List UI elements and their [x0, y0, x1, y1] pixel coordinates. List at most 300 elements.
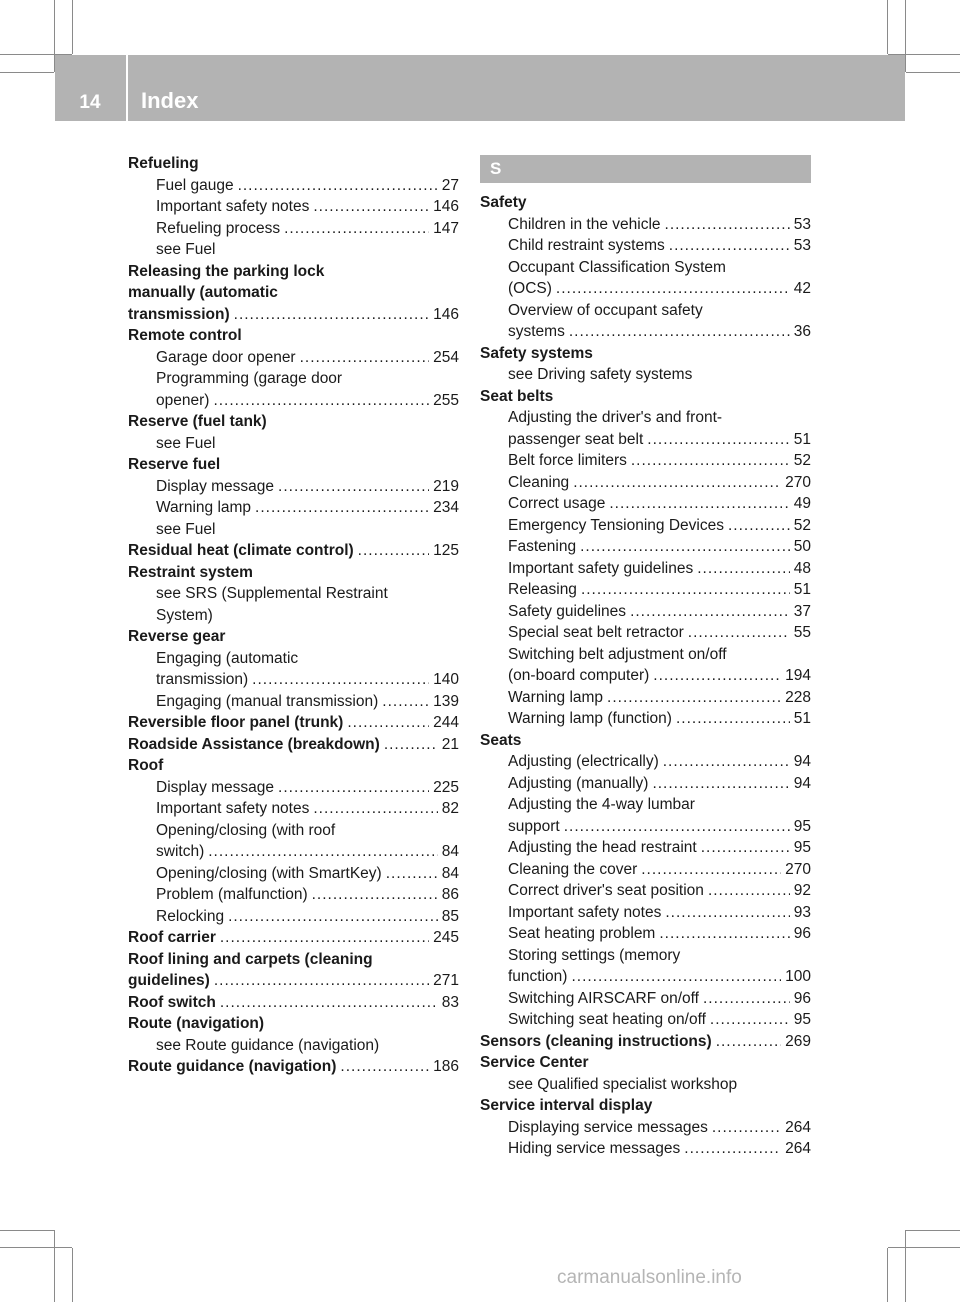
- dot-leader: [220, 927, 429, 949]
- dot-leader: [708, 880, 790, 902]
- index-subentry: [128, 863, 459, 885]
- index-subentry: [128, 476, 459, 498]
- index-entry-heading: [480, 730, 811, 752]
- entry-text: see Fuel: [156, 434, 216, 452]
- page-reference: 86: [441, 886, 459, 903]
- dot-leader: [313, 798, 437, 820]
- index-subentry: [480, 622, 811, 644]
- page-reference: 82: [441, 800, 459, 817]
- dot-leader: [564, 816, 790, 838]
- index-subentry: [128, 841, 459, 863]
- entry-text: Belt force limiters: [508, 452, 627, 469]
- entry-text: Important safety notes: [508, 903, 662, 921]
- index-subentry: [480, 278, 811, 300]
- dot-leader: [676, 708, 790, 730]
- entry-text: Adjusting the head restraint: [508, 839, 697, 856]
- page-reference: 146: [433, 198, 459, 215]
- index-subentry: [128, 691, 459, 713]
- dot-leader: [220, 992, 438, 1014]
- index-subentry: [480, 644, 811, 666]
- dot-leader: [234, 304, 429, 326]
- entry-text: Route guidance (navigation): [128, 1058, 337, 1075]
- index-subentry: [480, 794, 811, 816]
- index-entry-heading: [128, 970, 459, 992]
- crop-mark: [72, 1248, 73, 1302]
- dot-leader: [284, 218, 429, 240]
- index-entry-heading: [128, 540, 459, 562]
- index-entry-heading: [128, 411, 459, 433]
- dot-leader: [712, 1117, 781, 1139]
- page-reference: 51: [793, 430, 811, 448]
- index-subentry: [480, 751, 811, 773]
- page-reference: 55: [793, 624, 811, 641]
- page-reference: 36: [793, 323, 811, 340]
- crop-mark: [906, 1230, 960, 1231]
- index-subentry: [480, 235, 811, 257]
- dot-leader: [609, 493, 789, 515]
- entry-text: Displaying service messages: [508, 1118, 708, 1136]
- entry-text: Programming (garage door: [156, 370, 343, 387]
- entry-text: passenger seat belt: [508, 430, 644, 448]
- entry-text: guidelines): [128, 972, 210, 989]
- entry-text: see Fuel: [156, 520, 216, 538]
- entry-text: Cleaning the cover: [508, 860, 638, 878]
- page-reference: 219: [433, 477, 459, 495]
- entry-text: Display message: [156, 778, 275, 796]
- index-subentry: [480, 687, 811, 709]
- dot-leader: [641, 859, 781, 881]
- entry-text: Reversible floor panel (trunk): [128, 714, 344, 731]
- page-reference: 96: [793, 989, 811, 1007]
- entry-text: Roof switch: [128, 993, 216, 1011]
- entry-text: Roof lining and carpets (cleaning: [128, 950, 373, 968]
- page-reference: 244: [433, 714, 459, 731]
- dot-leader: [630, 601, 790, 623]
- index-entry-heading: [128, 949, 459, 971]
- entry-text: Hiding service messages: [508, 1140, 681, 1157]
- index-entry-heading: [128, 282, 459, 304]
- page-reference: 269: [785, 1032, 811, 1050]
- section-letter-header: S: [480, 155, 811, 183]
- entry-text: Roadside Assistance (breakdown): [128, 735, 380, 753]
- crop-mark: [72, 0, 73, 54]
- entry-text: support: [508, 817, 560, 835]
- page-reference: 85: [441, 907, 459, 925]
- index-subentry: [480, 923, 811, 945]
- entry-text: see Route guidance (navigation): [156, 1036, 380, 1054]
- entry-text: Child restraint systems: [508, 237, 665, 254]
- index-subentry: [480, 472, 811, 494]
- page-title: Index: [141, 88, 199, 113]
- page-reference: 234: [433, 499, 459, 516]
- index-entry-heading: [128, 755, 459, 777]
- index-entry-heading: [128, 153, 459, 175]
- entry-text: Refueling: [128, 155, 199, 172]
- page-reference: 83: [441, 993, 459, 1011]
- index-subentry: [480, 407, 811, 429]
- page-reference: 255: [433, 391, 459, 409]
- page-reference: 147: [433, 219, 459, 237]
- index-entry-heading: [480, 386, 811, 408]
- dot-leader: [255, 497, 429, 519]
- page-number: 14: [79, 92, 101, 113]
- entry-text: Emergency Tensioning Devices: [508, 516, 724, 534]
- index-subentry: [480, 816, 811, 838]
- crop-mark: [905, 0, 906, 72]
- index-subentry: [480, 1009, 811, 1031]
- dot-leader: [213, 390, 429, 412]
- dot-leader: [647, 429, 789, 451]
- entry-text: Service interval display: [480, 1097, 653, 1114]
- dot-leader: [703, 988, 790, 1010]
- index-subentry: [128, 583, 459, 605]
- entry-text: see Fuel: [156, 241, 216, 258]
- dot-leader: [312, 884, 438, 906]
- page-reference: 100: [785, 968, 811, 985]
- entry-text: Important safety notes: [156, 198, 310, 215]
- index-subentry: [128, 368, 459, 390]
- index-subentry: [480, 450, 811, 472]
- index-entry-heading: [480, 343, 811, 365]
- dot-leader: [580, 536, 790, 558]
- page-reference: 140: [433, 671, 459, 688]
- dot-leader: [214, 970, 429, 992]
- index-entry-heading: [128, 261, 459, 283]
- crop-mark: [905, 1230, 906, 1302]
- index-entry-heading: [128, 1013, 459, 1035]
- index-subentry: [128, 196, 459, 218]
- entry-text: see Qualified specialist workshop: [508, 1075, 738, 1093]
- entry-text: Opening/closing (with roof: [156, 821, 336, 839]
- entry-text: Fuel gauge: [156, 176, 234, 194]
- dot-leader: [386, 863, 438, 885]
- page-reference: 94: [793, 753, 811, 770]
- dot-leader: [665, 214, 790, 236]
- page-reference: 194: [785, 667, 811, 684]
- entry-text: Important safety notes: [156, 800, 310, 817]
- dot-leader: [278, 777, 429, 799]
- dot-leader: [382, 691, 429, 713]
- index-subentry: [480, 300, 811, 322]
- dot-leader: [653, 665, 781, 687]
- entry-text: Warning lamp (function): [508, 710, 672, 727]
- dot-leader: [710, 1009, 790, 1031]
- entry-text: Relocking: [156, 907, 225, 925]
- index-subentry: [480, 665, 811, 687]
- index-subentry: [480, 708, 811, 730]
- page-reference: 139: [433, 692, 459, 710]
- dot-leader: [571, 966, 781, 988]
- dot-leader: [688, 622, 790, 644]
- dot-leader: [228, 906, 438, 928]
- entry-text: Problem (malfunction): [156, 886, 308, 903]
- entry-text: manually (automatic: [128, 284, 278, 301]
- page-reference: 264: [785, 1140, 811, 1157]
- entry-text: Roof: [128, 757, 164, 774]
- index-column-right: [480, 153, 811, 1160]
- index-subentry: [128, 777, 459, 799]
- entry-text: transmission): [128, 305, 230, 323]
- page-reference: 84: [441, 843, 459, 860]
- dot-leader: [252, 669, 429, 691]
- dot-leader: [573, 472, 781, 494]
- dot-leader: [238, 175, 438, 197]
- entry-text: Service Center: [480, 1054, 589, 1071]
- index-subentry: [480, 859, 811, 881]
- entry-text: Remote control: [128, 327, 242, 344]
- page-reference: 48: [793, 559, 811, 577]
- entry-text: Opening/closing (with SmartKey): [156, 864, 382, 882]
- watermark: carmanualsonline.info: [557, 1267, 742, 1288]
- page-reference: 37: [793, 602, 811, 620]
- entry-text: Seats: [480, 731, 522, 749]
- index-entry-heading: [128, 626, 459, 648]
- entry-text: Seat belts: [480, 387, 554, 405]
- crop-mark: [887, 1248, 888, 1302]
- page-reference: 94: [793, 774, 811, 792]
- entry-text: Route (navigation): [128, 1015, 265, 1032]
- entry-text: Special seat belt retractor: [508, 624, 684, 641]
- entry-text: Storing settings (memory: [508, 946, 681, 964]
- page-reference: 52: [793, 452, 811, 469]
- index-subentry: [128, 497, 459, 519]
- page-reference: 125: [433, 542, 459, 559]
- entry-text: Roof carrier: [128, 929, 216, 946]
- dot-leader: [652, 773, 789, 795]
- page-reference: 270: [785, 473, 811, 491]
- entry-text: Display message: [156, 477, 275, 495]
- page-reference: 53: [793, 237, 811, 254]
- entry-text: Refueling process: [156, 219, 281, 237]
- entry-text: function): [508, 968, 568, 985]
- entry-text: Releasing the parking lock: [128, 262, 325, 280]
- header-divider: [126, 55, 128, 121]
- index-entry-heading: [128, 927, 459, 949]
- index-subentry: [128, 798, 459, 820]
- index-subentry: [480, 257, 811, 279]
- index-subentry: [480, 988, 811, 1010]
- index-subentry: [128, 605, 459, 627]
- index-subentry: [128, 884, 459, 906]
- index-entry-heading: [128, 734, 459, 756]
- index-subentry: [128, 906, 459, 928]
- page-reference: 270: [785, 860, 811, 878]
- entry-text: Safety: [480, 194, 527, 211]
- page-reference: 51: [793, 710, 811, 727]
- index-subentry: [480, 321, 811, 343]
- index-subentry: [480, 773, 811, 795]
- dot-leader: [300, 347, 430, 369]
- entry-text: Adjusting (electrically): [508, 753, 659, 770]
- crop-mark: [0, 1230, 54, 1231]
- entry-text: Seat heating problem: [508, 925, 656, 942]
- dot-leader: [569, 321, 790, 343]
- index-entry-heading: [128, 992, 459, 1014]
- index-subentry: [480, 1074, 811, 1096]
- crop-mark: [0, 72, 54, 73]
- index-subentry: [480, 429, 811, 451]
- dot-leader: [659, 923, 789, 945]
- dot-leader: [347, 712, 429, 734]
- index-subentry: [480, 601, 811, 623]
- dot-leader: [665, 902, 789, 924]
- page-reference: 95: [793, 817, 811, 835]
- entry-text: Switching AIRSCARF on/off: [508, 989, 699, 1007]
- index-subentry: [480, 880, 811, 902]
- index-subentry: [480, 902, 811, 924]
- crop-mark: [906, 72, 960, 73]
- crop-mark: [887, 0, 888, 54]
- page-reference: 49: [793, 495, 811, 512]
- index-subentry: [480, 515, 811, 537]
- entry-text: Releasing: [508, 581, 577, 598]
- index-entry-heading: [128, 1056, 459, 1078]
- entry-text: opener): [156, 391, 210, 409]
- dot-leader: [581, 579, 790, 601]
- entry-text: transmission): [156, 671, 249, 688]
- page-reference: 96: [793, 925, 811, 942]
- index-entry-heading: [480, 1052, 811, 1074]
- entry-text: Residual heat (climate control): [128, 542, 354, 559]
- dot-leader: [663, 751, 790, 773]
- entry-text: Sensors (cleaning instructions): [480, 1032, 712, 1050]
- index-subentry: [128, 519, 459, 541]
- entry-text: Adjusting the 4-way lumbar: [508, 796, 695, 813]
- index-entry-heading: [128, 712, 459, 734]
- dot-leader: [208, 841, 438, 863]
- dot-leader: [716, 1031, 781, 1053]
- index-subentry: [480, 579, 811, 601]
- index-subentry: [128, 218, 459, 240]
- index-subentry: [480, 945, 811, 967]
- page-reference: 271: [433, 972, 459, 989]
- entry-text: see Driving safety systems: [508, 366, 693, 383]
- index-subentry: [128, 433, 459, 455]
- entry-text: Switching belt adjustment on/off: [508, 645, 727, 663]
- dot-leader: [384, 734, 438, 756]
- page-reference: 27: [441, 176, 459, 194]
- entry-text: Switching seat heating on/off: [508, 1011, 706, 1028]
- index-entry-heading: [480, 1095, 811, 1117]
- page-reference: 21: [441, 735, 459, 753]
- index-entry-heading: [480, 1031, 811, 1053]
- index-subentry: [128, 239, 459, 261]
- entry-text: Engaging (automatic: [156, 649, 299, 667]
- entry-text: Occupant Classification System: [508, 258, 726, 276]
- entry-text: Reverse gear: [128, 628, 226, 645]
- dot-leader: [684, 1138, 781, 1160]
- page-reference: 254: [433, 348, 459, 366]
- index-subentry: [480, 837, 811, 859]
- index-subentry: [128, 669, 459, 691]
- index-subentry: [128, 347, 459, 369]
- index-entry-heading: [128, 304, 459, 326]
- entry-text: Restraint system: [128, 563, 253, 581]
- index-entry-heading: [480, 192, 811, 214]
- dot-leader: [278, 476, 429, 498]
- entry-text: switch): [156, 843, 205, 860]
- page-reference: 95: [793, 1011, 811, 1028]
- page-reference: 225: [433, 778, 459, 796]
- entry-text: Safety guidelines: [508, 602, 627, 620]
- page-reference: 92: [793, 882, 811, 899]
- entry-text: System): [156, 606, 213, 624]
- index-subentry: [480, 1117, 811, 1139]
- page-reference: 84: [441, 864, 459, 882]
- entry-text: Adjusting (manually): [508, 774, 649, 792]
- index-subentry: [128, 1035, 459, 1057]
- entry-text: Fastening: [508, 538, 577, 555]
- dot-leader: [313, 196, 429, 218]
- index-subentry: [480, 493, 811, 515]
- crop-mark: [888, 1247, 960, 1248]
- page-reference: 93: [793, 903, 811, 921]
- index-entry-heading: [128, 454, 459, 476]
- page-reference: 264: [785, 1118, 811, 1136]
- entry-text: Correct driver's seat position: [508, 882, 704, 899]
- entry-text: Reserve (fuel tank): [128, 413, 267, 430]
- dot-leader: [556, 278, 790, 300]
- dot-leader: [607, 687, 781, 709]
- index-subentry: [128, 175, 459, 197]
- dot-leader: [340, 1056, 429, 1078]
- entry-text: Adjusting the driver's and front-: [508, 409, 723, 426]
- dot-leader: [701, 837, 790, 859]
- page-reference: 186: [433, 1058, 459, 1075]
- index-subentry: [480, 966, 811, 988]
- entry-text: (on-board computer): [508, 667, 650, 684]
- dot-leader: [631, 450, 790, 472]
- index-subentry: [480, 558, 811, 580]
- page-reference: 53: [793, 215, 811, 233]
- index-column-left: [128, 153, 459, 1078]
- index-subentry: [480, 214, 811, 236]
- entry-text: Reserve fuel: [128, 456, 221, 473]
- entry-text: Safety systems: [480, 344, 593, 362]
- crop-mark: [54, 1230, 55, 1302]
- entry-text: systems: [508, 323, 565, 340]
- page-reference: 146: [433, 305, 459, 323]
- entry-text: Overview of occupant safety: [508, 301, 703, 319]
- index-subentry: [480, 1138, 811, 1160]
- index-entries: [480, 192, 811, 1160]
- dot-leader: [728, 515, 790, 537]
- entry-text: (OCS): [508, 280, 552, 297]
- index-subentry: [128, 648, 459, 670]
- dot-leader: [697, 558, 790, 580]
- index-subentry: [128, 390, 459, 412]
- entry-text: Cleaning: [508, 473, 570, 491]
- page-reference: 52: [793, 516, 811, 534]
- entry-text: Warning lamp: [156, 499, 252, 516]
- dot-leader: [358, 540, 429, 562]
- index-entry-heading: [128, 325, 459, 347]
- entry-text: see SRS (Supplemental Restraint: [156, 585, 388, 602]
- page-reference: 228: [785, 688, 811, 706]
- index-subentry: [480, 536, 811, 558]
- entry-text: Warning lamp: [508, 688, 604, 706]
- page-reference: 51: [793, 581, 811, 598]
- entry-text: Correct usage: [508, 495, 606, 512]
- page-reference: 50: [793, 538, 811, 555]
- index-entry-heading: [128, 562, 459, 584]
- crop-mark: [0, 1247, 72, 1248]
- dot-leader: [669, 235, 790, 257]
- page-reference: 95: [793, 839, 811, 856]
- index-subentry: [128, 820, 459, 842]
- page-reference: 42: [793, 280, 811, 297]
- entry-text: Garage door opener: [156, 348, 296, 366]
